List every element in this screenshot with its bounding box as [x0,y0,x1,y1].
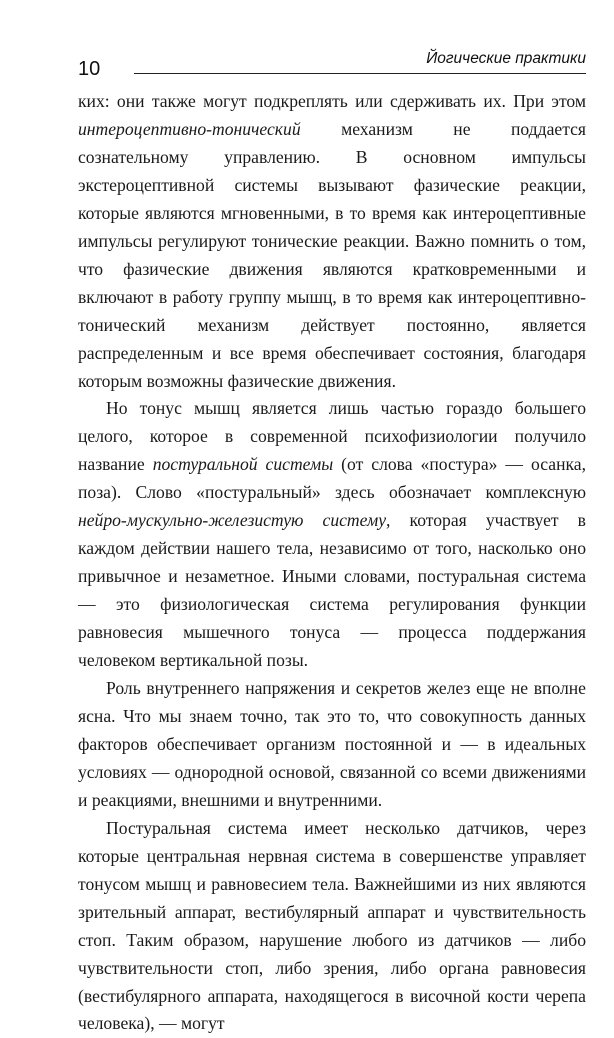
page-number: 10 [78,58,101,80]
paragraph-1 [78,88,586,395]
italic-term: постуральной системы [152,454,334,475]
text-segment: Постуральная система имеет несколько датчиков, через которые центральная нервная система в совершенстве управляет тонусом мышц и равновесием тела. Важнейшими из них являются зрительный аппарат, вестибулярный аппарат и чувствительность стоп. Таким образом, нарушение любого из датчиков — либо чувствительности стоп, либо зрения, либо органа равновесия (вестибулярного аппарата, находящегося в височной кости черепа человека), — могут [78,817,586,1034]
text-segment: механизм не поддается сознательному управлению. В основном импульсы экстероцептивной системы вызывают фазические реакции, которые являются мгновенными, в то время как интероцептивные импульсы регулируют тонические реакции. Важно помнить о том, что фазические движения являются кратковременными и включают в работу группу мышц, в то время как интероцептивно-тонический механизм действует постоянно, является распределенным и все время обеспечивает состояния, благодаря которым возможны фазические движения. [78,118,586,391]
running-title: Йогические практики [426,50,586,67]
italic-term: нейро-мускульно-железистую систему [78,510,387,531]
text-segment: , которая участвует в каждом действии нашего тела, независимо от того, насколько оно привычное и незаметное. Иными словами, постуральная система — это физиологическая система регулирования функции равновесия мышечного тонуса — процесса поддержания человеком вертикальной позы. [78,510,586,671]
italic-term: интероцептивно-тонический [78,118,301,139]
text-segment: ких: они также могут подкреплять или сдерживать их. При этом [78,91,586,111]
body-text [78,88,586,1038]
text-segment: (от слова «постура» — осанка, поза). Слово «постуральный» здесь обозначает комплексную [78,454,586,503]
paragraph-4 [78,815,586,1038]
text-segment: Но тонус мышц является лишь частью гораздо большего целого, которое в современной психофизиологии получило название [78,398,586,475]
header-rule [134,73,586,74]
paragraph-2 [78,395,586,675]
paragraph-3 [78,675,586,815]
page-header [78,46,586,80]
text-segment: Роль внутреннего напряжения и секретов желез еще не вполне ясна. Что мы знаем точно, так это то, что совокупность данных факторов обеспечивает организм постоянной и — в идеальных условиях — однородной основой, связанной со всеми движениями и реакциями, внешними и внутренними. [78,678,586,810]
